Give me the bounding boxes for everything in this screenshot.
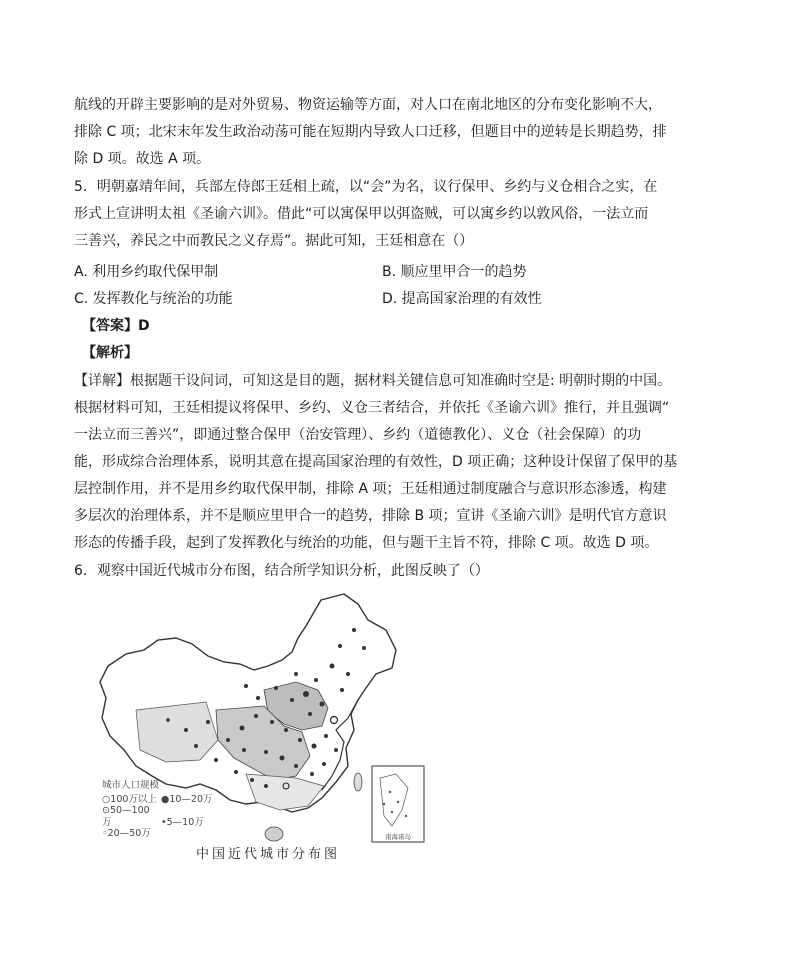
- detail-line-1: 【详解】根据题干设问词，可知这是目的题，据材料关键信息可知准确时空是: 明朝时期的中国。: [74, 373, 672, 389]
- option-b: B. 顺应里甲合一的趋势: [382, 264, 527, 280]
- text-line-1: 航线的开辟主要影响的是对外贸易、物资运输等方面，对人口在南北地区的分布变化影响不大，: [74, 97, 662, 113]
- hainan-island: [265, 827, 283, 841]
- inset-label: 南海诸岛: [385, 833, 411, 841]
- text-line-2: 排除 C 项；北宋末年发生政治动荡可能在短期内导致人口迁移，但题目中的逆转是长期趋势，排: [74, 124, 667, 140]
- legend-title: 城市人口规模: [102, 780, 160, 791]
- detail-line-7: 形态的传播手段，起到了发挥教化与统治的功能，但与题干主旨不符，排除 C 项。故选 D 项。: [74, 535, 659, 551]
- question-5-line-2: 形式上宣讲明太祖《圣谕六训》。借此“可以寓保甲以弭盗贼，可以寓乡约以敦风俗，一法立而: [74, 206, 649, 222]
- option-d: D. 提高国家治理的有效性: [382, 291, 542, 307]
- legend-item-3: ⊙50—100万: [102, 805, 150, 828]
- legend-item-2: ●10—20万: [161, 793, 213, 805]
- option-c: C. 发挥教化与统治的功能: [74, 291, 233, 307]
- detail-line-6: 多层次的治理体系，并不是顺应里甲合一的趋势，排除 B 项；宣讲《圣谕六训》是明代官方意识: [74, 508, 667, 524]
- taiwan-island: [354, 773, 362, 791]
- detail-line-2: 根据材料可知，王廷相提议将保甲、乡约、义仓三者结合，并依托《圣谕六训》推行，并且强调“: [74, 400, 670, 416]
- legend-item-4: •5—10万: [161, 816, 204, 828]
- detail-line-5: 层控制作用，并不是用乡约取代保甲制，排除 A 项；王廷相通过制度融合与意识形态渗透，构建: [74, 481, 667, 497]
- option-a: A. 利用乡约取代保甲制: [74, 264, 219, 280]
- detail-line-4: 能，形成综合治理体系，说明其意在提高国家治理的有效性，D 项正确；这种设计保留了保甲的基: [74, 454, 678, 470]
- map-title: 中国近代城市分布图: [196, 847, 341, 862]
- detail-line-3: 一法立而三善兴”，即通过整合保甲（治安管理）、乡约（道德教化）、义仓（社会保障）的功: [74, 427, 642, 443]
- question-5-line-3: 三善兴，养民之中而教民之义存焉”。据此可知，王廷相意在（）: [74, 233, 474, 249]
- legend-item-5: ◦20—50万: [102, 828, 151, 839]
- question-5-line-1: 5．明朝嘉靖年间，兵部左侍郎王廷相上疏，以“会”为名，议行保甲、乡约与义仓相合之实，在: [74, 179, 658, 195]
- region-west: [136, 702, 218, 762]
- answer-label: 【答案】D: [82, 318, 150, 334]
- legend-item-1: ○100万以上: [102, 793, 157, 805]
- question-6: 6．观察中国近代城市分布图，结合所学知识分析，此图反映了（）: [74, 563, 489, 579]
- text-line-3: 除 D 项。故选 A 项。: [74, 151, 211, 167]
- map-legend: [102, 780, 213, 840]
- analysis-label: 【解析】: [82, 345, 138, 361]
- south-sea-inset: [372, 766, 424, 842]
